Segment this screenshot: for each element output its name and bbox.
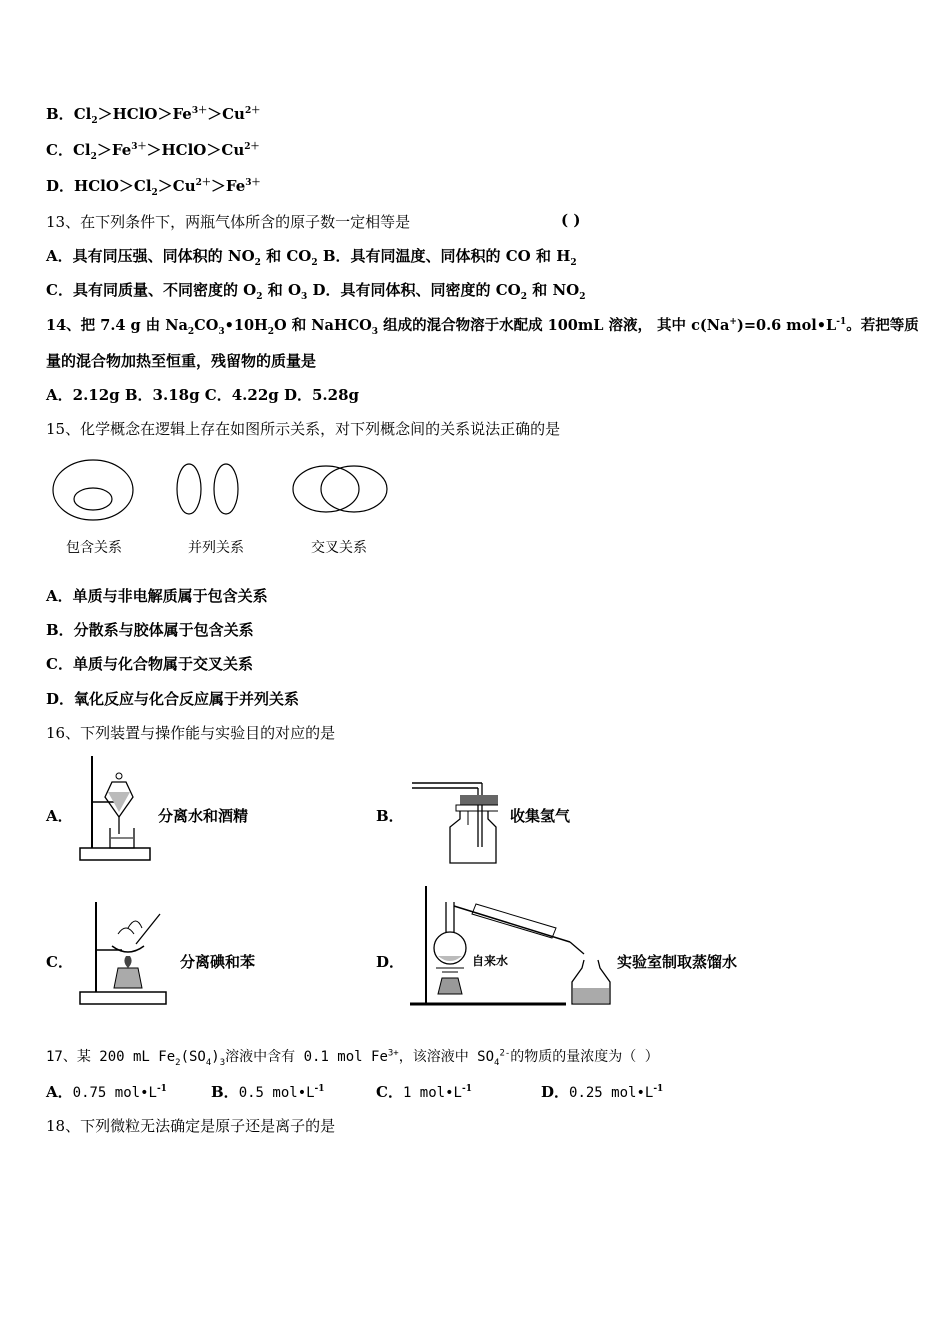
- q16-option-a-text: 分离水和酒精: [158, 807, 249, 825]
- q13-options-ab: A．具有同压强、同体积的 $NO_2$ 和 $CO_2$ B．具有同温度、同体积的 CO 和 $H_2$: [46, 247, 577, 268]
- q17-option-d: D．0.25 $mol•L^{-1}$: [541, 1083, 664, 1101]
- q13-stem: 13、在下列条件下，两瓶气体所含的原子数一定相等是: [46, 213, 411, 231]
- parallel-diagram: [177, 464, 238, 514]
- evaporating-dish-apparatus: [76, 898, 172, 1010]
- inclusion-diagram: [53, 460, 133, 520]
- q15-option-c: C．单质与化合物属于交叉关系: [46, 655, 253, 673]
- q15-option-d: D．氧化反应与化合反应属于并列关系: [46, 690, 300, 708]
- q13-answer-bracket: ( ): [561, 211, 581, 229]
- gas-collection-bottle: [408, 775, 498, 867]
- caption-parallel: 并列关系: [188, 540, 244, 556]
- q16-option-c-text: 分离碘和苯: [180, 953, 256, 971]
- q15-option-b: B．分散系与胶体属于包含关系: [46, 621, 254, 639]
- q17-option-c: C．1 $mol•L^{-1}$: [376, 1083, 472, 1101]
- caption-intersection: 交叉关系: [311, 540, 367, 556]
- q13-options-cd: C．具有同质量、不同密度的 $O_2$ 和 $O_3$ D．具有同体积、同密度的 $CO_2$ 和 $NO_2$: [46, 281, 586, 302]
- caption-inclusion: 包含关系: [66, 540, 122, 556]
- q12-option-d: D．$HClO>Cl_2>Cu^{2+}>Fe^{3+}$: [46, 177, 261, 198]
- q16-option-b-text: 收集氢气: [510, 807, 571, 825]
- tap-water-tag: 自来水: [472, 954, 509, 968]
- q14-stem-line1: 14、把 7.4 g 由 $Na_2CO_3•10H_2O$ 和 NaHCO$_3$ 组成的混合物溶于水配成 100mL 溶液， 其中 c(Na+)=0.6 $mol•L^{-1}$。若把等质: [46, 317, 919, 337]
- q14-options: A．2.12g B．3.18g C．4.22g D．5.28g: [46, 386, 360, 404]
- q16-stem: 16、下列装置与操作能与实验目的对应的是: [46, 724, 336, 742]
- concept-relation-diagram: [50, 455, 400, 535]
- q17-option-b: B．0.5 $mol•L^{-1}$: [211, 1083, 325, 1101]
- intersection-diagram: [293, 466, 387, 512]
- q17-option-a: A．0.75 $mol•L^{-1}$: [46, 1083, 167, 1101]
- distillation-apparatus: [406, 882, 614, 1010]
- separatory-funnel-apparatus: [78, 752, 154, 864]
- q15-stem: 15、化学概念在逻辑上存在如图所示关系，对下列概念间的关系说法正确的是: [46, 420, 561, 438]
- q14-stem-line2: 量的混合物加热至恒重，残留物的质量是: [46, 352, 317, 370]
- q16-option-d-label: D．: [376, 953, 405, 971]
- q15-option-a: A．单质与非电解质属于包含关系: [46, 587, 268, 605]
- q17-stem: 17、某 200 mL $Fe_2(SO_4)_3$溶液中含有 0.1 mol $Fe^{3+}$，该溶液中 $SO_4^{2-}$的物质的量浓度为（ ）: [46, 1048, 659, 1068]
- q16-option-b-label: B．: [376, 807, 404, 825]
- q16-option-c-label: C．: [46, 953, 73, 971]
- q18-stem: 18、下列微粒无法确定是原子还是离子的是: [46, 1117, 336, 1135]
- q12-option-c: C．$Cl_2>Fe^{3+}>HClO>Cu^{2+}$: [46, 141, 260, 162]
- q16-option-d-text: 实验室制取蒸馏水: [617, 953, 738, 971]
- q16-option-a-label: A．: [46, 807, 73, 825]
- q12-option-b: B．$Cl_2>HClO>Fe^{3+}>Cu^{2+}$: [46, 105, 261, 126]
